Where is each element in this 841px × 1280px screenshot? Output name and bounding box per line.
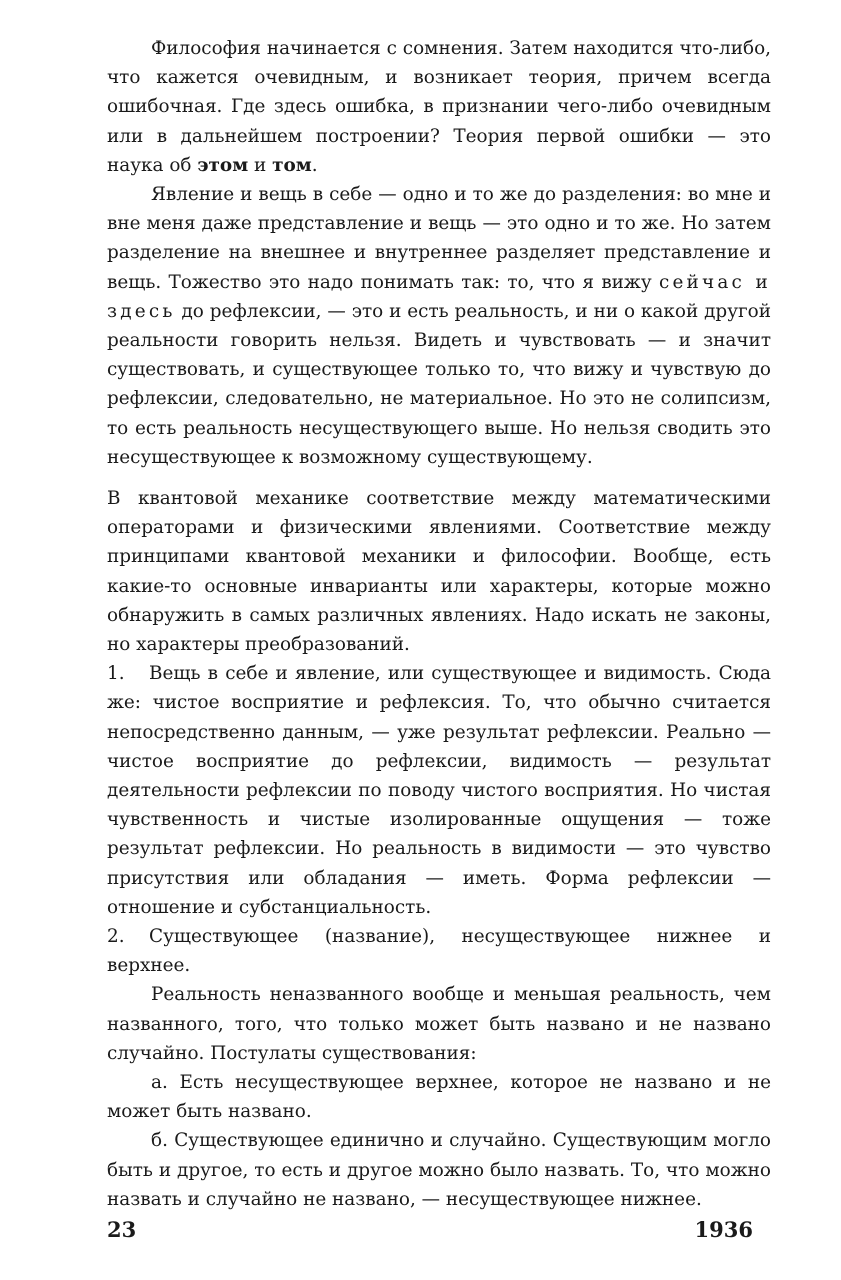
list-number: 1. — [107, 663, 125, 685]
list-item-2 — [107, 922, 771, 980]
list-item-1 — [107, 659, 771, 922]
list-item-text: Существующее (название), несуществующее нижнее и верхнее. — [107, 926, 771, 977]
page-footer — [107, 1217, 753, 1243]
paragraph-phenomenon-thing — [107, 180, 771, 472]
postulate-a: а. Есть несуществующее верхнее, которое не названо и не может быть названо. — [107, 1072, 771, 1123]
paragraph-quantum-mechanics: В квантовой механике соответствие между математическими операторами и физическими явлениями. Соответствие между принципами квантовой механики и философии. Вообще, есть какие-то основные инварианты или характеры, которые можно обнаружить в самых различных явлениях. Надо искать не законы, но характеры преобразований. — [107, 488, 771, 656]
paragraph-text: и — [248, 154, 273, 176]
postulate-b: б. Существующее единично и случайно. Существующим могло быть и другое, то есть и другое можно было назвать. То, что можно назвать и случайно не названо, — несуществующее нижнее. — [107, 1130, 771, 1210]
section-two — [107, 484, 771, 1214]
paragraph-philosophy-doubt — [107, 34, 771, 180]
year-label: 1936 — [694, 1217, 753, 1242]
paragraph-text: . — [311, 154, 318, 176]
page-number: 23 — [107, 1217, 137, 1242]
paragraph-reality-unnamed: Реальность неназванного вообще и меньшая реальность, чем названного, того, что только может быть названо и не названо случайно. Постулаты существования: — [107, 984, 771, 1064]
section-one — [107, 34, 771, 472]
emphasis-that: том — [272, 154, 312, 176]
paragraph-text: Явление и вещь в себе — одно и то же до разделения: во мне и вне меня даже представление и вещь — это одно и то же. Но затем разделение на внешнее и внутреннее разделяет представление и вещь. Тожество это надо понимать так: то, что я вижу — [107, 184, 771, 293]
spaced-emphasis-now-here: сейчас и здесь — [107, 271, 771, 322]
list-number: 2. — [107, 926, 125, 948]
paragraph-text: Философия начинается с сомнения. Затем находится что-либо, что кажется очевидным, и возникает теория, причем всегда ошибочная. Где здесь ошибка, в признании чего-либо очевидным или в дальнейшем построении? Теория первой ошибки — это наука об — [107, 38, 771, 176]
list-item-text: Вещь в себе и явление, или существующее и видимость. Сюда же: чистое восприятие и рефлексия. То, что обычно считается непосредственно данным, — уже результат рефлексии. Реально — чистое восприятие до рефлексии, видимость — результат деятельности рефлексии по поводу чистого восприятия. Но чистая чувственность и чистые изолированные ощущения — тоже результат рефлексии. Но реальность в видимости — это чувство присутствия или обладания — иметь. Форма рефлексии — отношение и субстанциальность. — [107, 663, 771, 918]
emphasis-this: этом — [197, 154, 249, 176]
paragraph-text: до рефлексии, — это и есть реальность, и ни о какой другой реальности говорить нельзя. Видеть и чувствовать — и значит существовать, и существующее только то, что вижу и чувствую до рефлексии, следовательно, не материальное. Но это не солипсизм, то есть реальность несуществующего выше. Но нельзя сводить это несуществующее к возможному существующему. — [107, 300, 771, 468]
